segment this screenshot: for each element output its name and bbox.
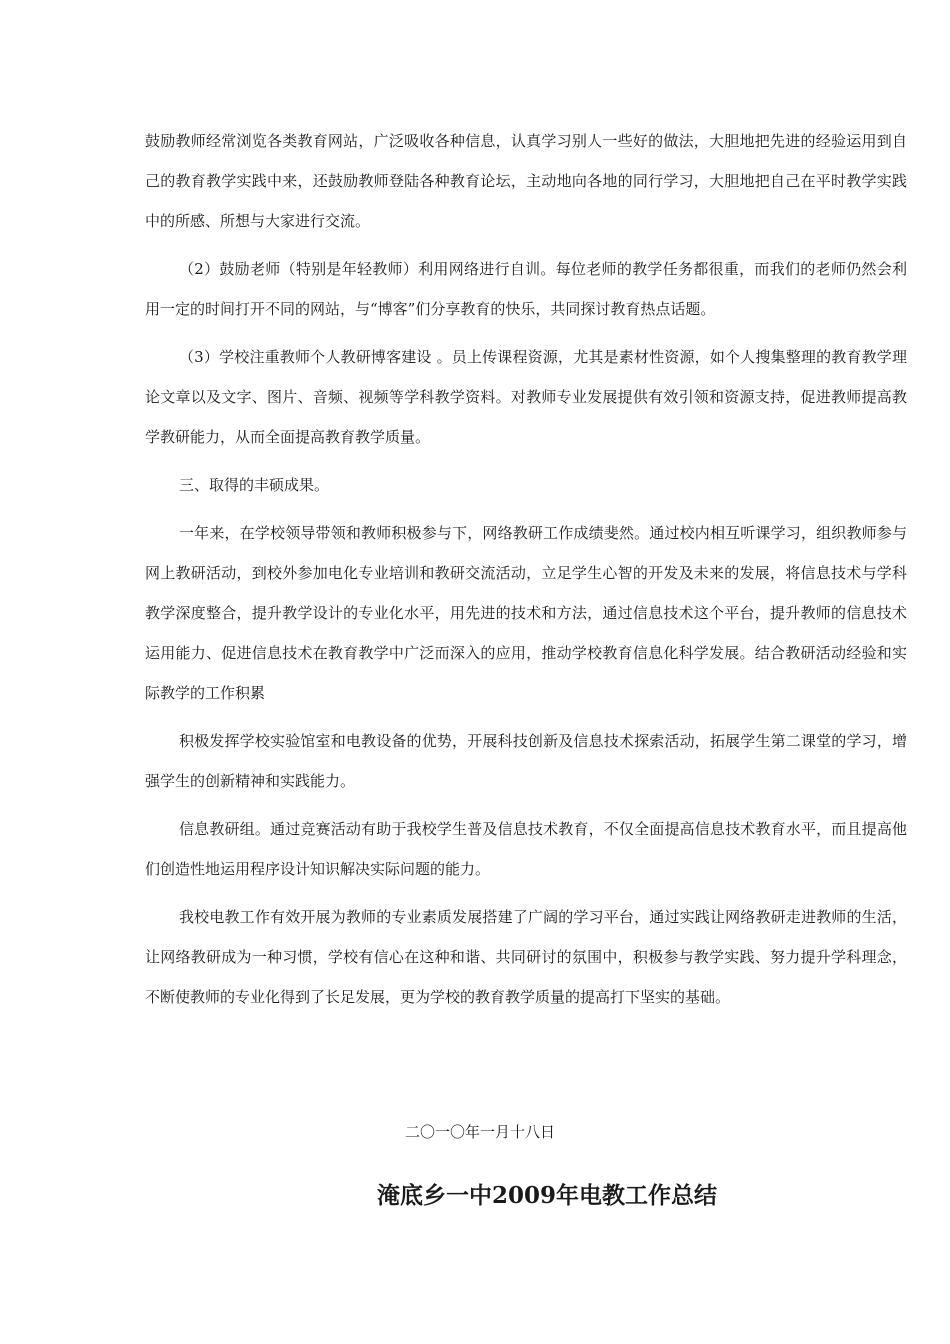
document-date: 二〇一〇年一月十八日 [404,1123,555,1141]
document-body [145,121,907,1025]
paragraph-results-summary: 一年来，在学校领导带领和教师积极参与下，网络教研工作成绩斐然。通过校内相互听课学习，组织教师参与网上教研活动，到校外参加电化专业培训和教研交流活动，立足学生心智的开发及未来的发展，将信息技术与学科教学深度整合，提升教学设计的专业化水平，用先进的技术和方法，通过信息技术这个平台，提升教师的信息技术运用能力、促进信息技术在教育教学中广泛而深入的应用，推动学校教育信息化科学发展。结合教研活动经验和实际教学的工作积累 [145,524,907,702]
paragraph-conclusion: 我校电教工作有效开展为教师的专业素质发展搭建了广阔的学习平台，通过实践让网络教研走进教师的生活，让网络教研成为一种习惯，学校有信心在这种和谐、共同研讨的氛围中，积极参与教学实践、努力提升学科理念，不断使教师的专业化得到了长足发展，更为学校的教育教学质量的提高打下坚实的基础。 [145,908,907,1006]
section-heading-results: 三、取得的丰硕成果。 [179,476,330,494]
next-document-title: 淹底乡一中2009年电教工作总结 [376,1182,717,1209]
paragraph-continuation: 鼓励教师经常浏览各类教育网站，广泛吸收各种信息，认真学习别人一些好的做法，大胆地把先进的经验运用到自己的教育教学实践中来，还鼓励教师登陆各种教育论坛，主动地向各地的同行学习，大胆地把自己在平时教学实践中的所感、所想与大家进行交流。 [145,132,907,230]
paragraph-info-group: 信息教研组。通过竞赛活动有助于我校学生普及信息技术教育，不仅全面提高信息技术教育水平，而且提高他们创造性地运用程序设计知识解决实际问题的能力。 [145,820,907,878]
paragraph-lab-equipment: 积极发挥学校实验馆室和电教设备的优势，开展科技创新及信息技术探索活动，拓展学生第二课堂的学习，增强学生的创新精神和实践能力。 [145,732,907,790]
paragraph-item-2: （2）鼓励老师（特别是年轻教师）利用网络进行自训。每位老师的教学任务都很重，而我们的老师仍然会利用一定的时间打开不同的网站，与“博客”们分享教育的快乐，共同探讨教育热点话题。 [145,260,907,318]
paragraph-item-3: （3）学校注重教师个人教研博客建设 。员上传课程资源，尤其是素材性资源，如个人搜集整理的教育教学理论文章以及文字、图片、音频、视频等学科教学资料。对教师专业发展提供有效引领和资源支持，促进教师提高教学教研能力，从而全面提高教育教学质量。 [145,348,907,446]
